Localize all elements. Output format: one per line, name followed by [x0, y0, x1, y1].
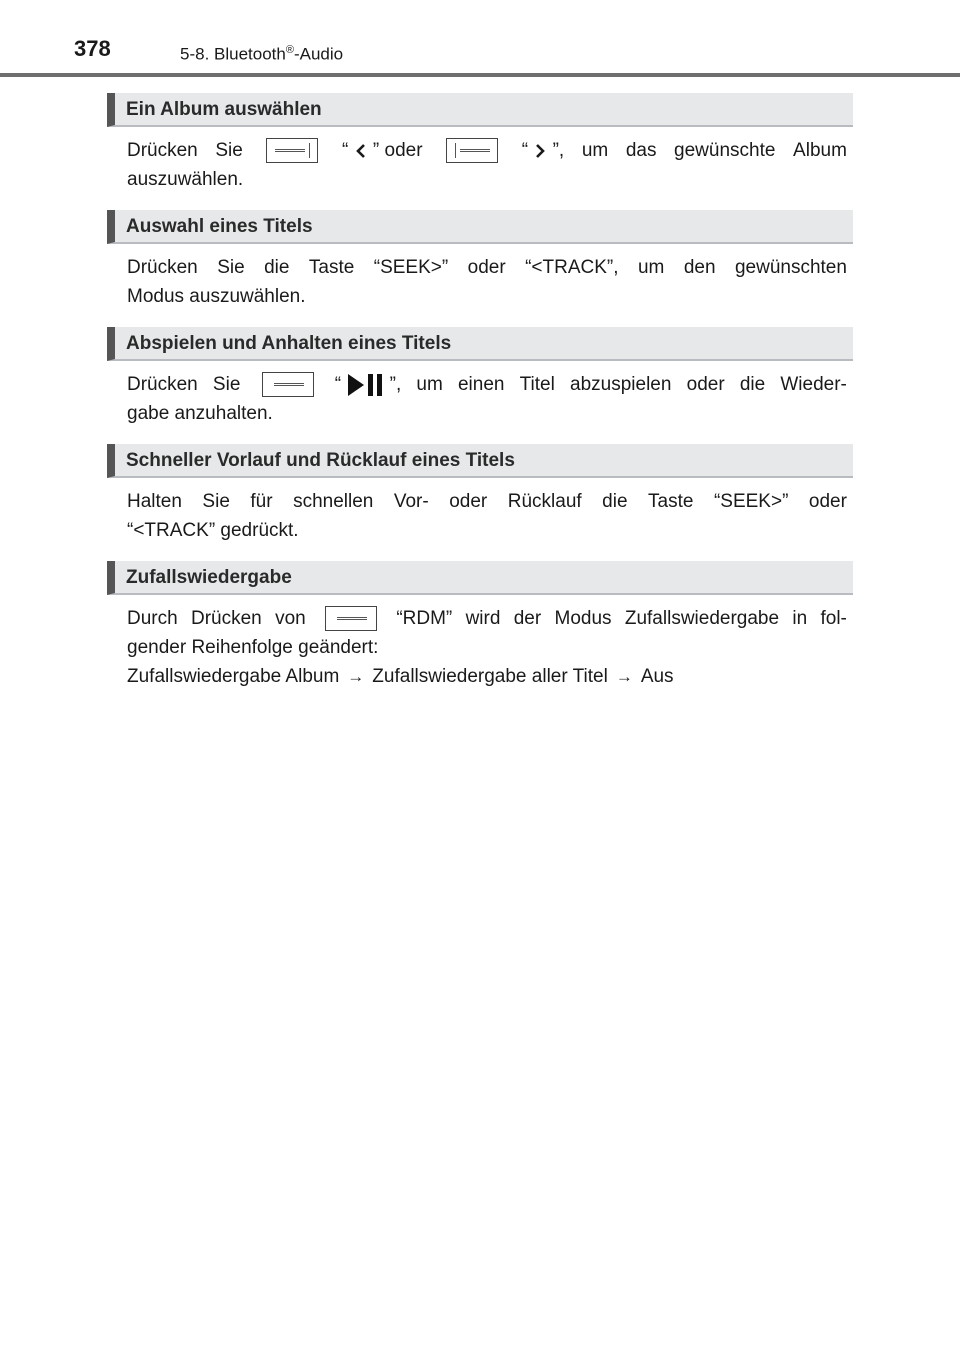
word: “SEEK>” [713, 491, 789, 512]
section-title: Auswahl eines Titels [126, 216, 313, 237]
word: Sie [202, 491, 230, 512]
word: Sie [217, 257, 245, 278]
word: Taste [308, 257, 355, 278]
quote-close-oder: ” oder [372, 140, 423, 161]
word: “RDM” [396, 608, 453, 629]
chapter-prefix: 5-8. Bluetooth [180, 44, 286, 64]
word: Vor- [393, 491, 429, 512]
word: gewünschten [734, 257, 847, 278]
word: oder [467, 257, 506, 278]
word: Drücken [191, 608, 262, 629]
word: Modus [554, 608, 612, 629]
chapter-title [180, 44, 343, 65]
word: abzuspielen [570, 374, 672, 395]
section-title: Zufallswiedergabe [126, 567, 292, 588]
section-heading-play-pause [107, 327, 853, 361]
word: Album [793, 140, 847, 161]
word: schnellen [293, 491, 374, 512]
quote-open: “ [342, 140, 349, 161]
section-heading-album [107, 93, 853, 127]
section-heading-fast-forward [107, 444, 853, 478]
word: Drücken [127, 257, 198, 278]
word: gewünschte [674, 140, 776, 161]
quote-open: “ [334, 374, 342, 395]
text-line [127, 487, 847, 516]
word [335, 370, 402, 399]
word: fol- [820, 608, 847, 629]
word: um [416, 374, 443, 395]
word: einen [457, 374, 505, 395]
word: “SEEK>” [373, 257, 449, 278]
word: Zufallswiedergabe [624, 608, 780, 629]
paragraph-fast-forward [127, 487, 847, 545]
word: Sie [215, 140, 243, 161]
text-line: auszuwählen. [127, 169, 244, 190]
word: Wieder- [780, 374, 847, 395]
mode-off: Aus [640, 666, 674, 687]
mode-random-album: Zufallswiedergabe Album [127, 666, 340, 687]
section-title: Abspielen und Anhalten eines Titels [126, 333, 452, 354]
text-line: gender Reihenfolge geändert: [127, 637, 379, 658]
rdm-button-icon [325, 606, 377, 631]
word: oder [808, 491, 847, 512]
section-heading-track [107, 210, 853, 244]
play-pause-icon [346, 373, 384, 397]
text-line: Modus auszuwählen. [127, 286, 306, 307]
chevron-left-icon [354, 143, 368, 159]
word: Drücken [127, 374, 198, 395]
text-line: gabe anzuhalten. [127, 403, 273, 424]
text-line [127, 253, 847, 282]
page-number: 378 [74, 36, 111, 61]
text-line [127, 370, 847, 399]
text-line [127, 662, 847, 691]
word: Sie [212, 374, 241, 395]
section-heading-random [107, 561, 853, 595]
paragraph-random [127, 604, 847, 691]
text-line: “<TRACK” gedrückt. [127, 520, 299, 541]
word: der [513, 608, 542, 629]
text-line [127, 136, 847, 165]
registered-mark: ® [285, 44, 294, 56]
word: “<TRACK”, [525, 257, 619, 278]
quote-close: ”, [552, 140, 565, 161]
text-line [127, 604, 847, 633]
word: Durch [127, 608, 178, 629]
word: oder [686, 374, 725, 395]
word: um [637, 257, 665, 278]
word: für [250, 491, 273, 512]
word: um [581, 140, 609, 161]
word: in [792, 608, 808, 629]
word: wird [465, 608, 501, 629]
quote-close: ”, [389, 374, 402, 395]
seek-minus-button-icon [266, 138, 318, 163]
track-plus-button-icon [446, 138, 498, 163]
arrow-right-icon: → [347, 667, 365, 686]
word [342, 136, 423, 165]
header-rule [0, 73, 960, 77]
word: Rücklauf [507, 491, 582, 512]
chevron-right-icon [533, 143, 547, 159]
word: von [275, 608, 306, 629]
word: Taste [648, 491, 694, 512]
word: Titel [519, 374, 555, 395]
word: die [739, 374, 766, 395]
word: die [264, 257, 290, 278]
word: Drücken [127, 140, 198, 161]
arrow-right-icon: → [615, 667, 633, 686]
word: oder [449, 491, 488, 512]
paragraph-album [127, 136, 847, 194]
word: den [683, 257, 716, 278]
mode-random-all: Zufallswiedergabe aller Titel [372, 666, 608, 687]
word [522, 136, 565, 165]
section-title: Schneller Vorlauf und Rücklauf eines Titels [126, 450, 515, 471]
play-button-icon [262, 372, 314, 397]
section-title: Ein Album auswählen [126, 99, 322, 120]
page-header [0, 0, 960, 78]
paragraph-play-pause [127, 370, 847, 428]
word: die [602, 491, 628, 512]
word: das [625, 140, 657, 161]
quote-open: “ [521, 140, 529, 161]
chapter-suffix: -Audio [293, 44, 344, 64]
word: Halten [127, 491, 182, 512]
paragraph-track [127, 253, 847, 311]
